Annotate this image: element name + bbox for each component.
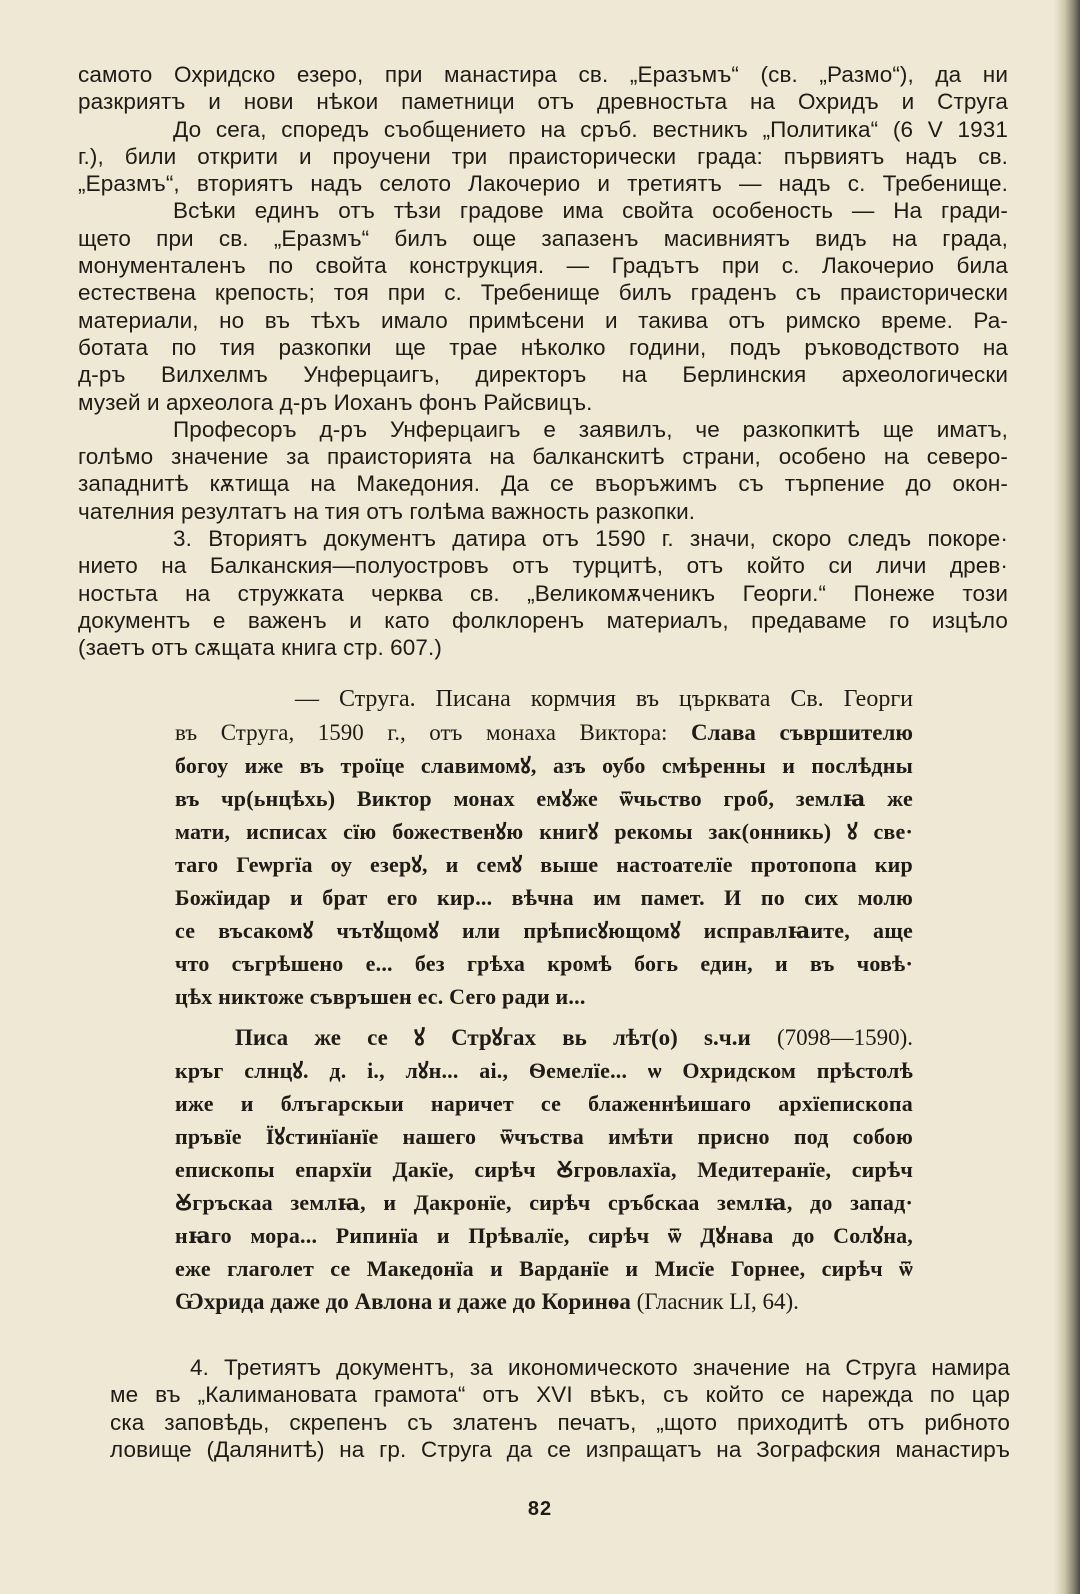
quote-line-plain: въ Струга, 1590 г., отъ монаха Виктора: <box>175 720 668 745</box>
text-line: До сега, споредъ съобщението на сръб. вестникъ „Политика“ (6 V 1931 <box>173 116 1008 142</box>
slavonic-line: Божїидар и брат его кир... вѣчна им памет. И по сих молю <box>175 885 913 910</box>
quote-line-plain: (7098—1590). <box>776 1025 914 1050</box>
text-line: материали, но въ тѣхъ имало примѣсени и такива отъ римско време. Ра- <box>78 307 1008 333</box>
text-line: естествена крепость; тоя при с. Требенище билъ граденъ съ праисторически <box>78 280 1008 306</box>
slavonic-line: цѣх никтоже съвръшен ес. Сего ради и... <box>175 984 586 1009</box>
slavonic-line: Ꙋгръскаа землꙗ, и Дакронїе, сирѣч сръбскаа землꙗ, до запад· <box>175 1190 913 1215</box>
quote-line-slavonic: Слава съвршителю <box>691 720 913 745</box>
slavonic-line: еже глаголет се Македонїа и Варданїе и Мисїе Горнее, сирѣч ѿ <box>175 1256 913 1281</box>
text-line: ловище (Далянитѣ) на гр. Струга да се изпращатъ на Зографския манастиръ <box>110 1436 1010 1462</box>
paragraph-4 <box>110 1354 1010 1463</box>
text-line: ностьта на стружката черква св. „Великомѫченикъ Георги.“ Понеже този <box>78 580 1008 606</box>
text-line: ботата по тия разкопки ще трае нѣколко години, подъ ръководството на <box>78 334 1008 360</box>
text-line: голѣмо значение за праисторията на балканскитѣ страни, особено на северо- <box>78 444 1008 470</box>
quote-line-slavonic: Писа же се ꙋ Стрꙋгах вь лѣт(о) ѕ.ч.и <box>235 1025 751 1050</box>
text-line: Професоръ д-ръ Унферцаигъ е заявилъ, че разкопкитѣ ще иматъ, <box>173 416 1008 442</box>
slavonic-line: богоу иже въ троїце славимомꙋ, азъ оубо смѣренны и послѣдны <box>175 753 913 778</box>
text-line: документъ е важенъ и като фолклоренъ материалъ, предаваме го изцѣло <box>78 607 1008 633</box>
slavonic-line: мати, исписах сїю божественꙋю книгꙋ рекомы зак(онникь) ꙋ све· <box>175 819 913 844</box>
page-number: 82 <box>527 1498 553 1520</box>
slavonic-line: се въсакомꙋ чътꙋщомꙋ или прѣписꙋющомꙋ исправлꙗите, аще <box>175 918 913 943</box>
slavonic-line: таго Геѡргїа оу езерꙋ, и семꙋ выше настоателїе протопопа кир <box>175 852 913 877</box>
text-line: разкриятъ и нови нѣкои паметници отъ древностьта на Охридъ и Струга <box>78 89 1008 115</box>
slavonic-line: иже и блъгарскыи наричет се блаженнѣишаго архїепископа <box>175 1091 913 1116</box>
text-line: „Еразмъ“, вториятъ надъ селото Лакочерио и третиятъ — надъ с. Требенище. <box>78 171 1008 197</box>
text-line: чателния резултатъ на тия отъ голѣма важность разкопки. <box>78 498 696 524</box>
slavonic-line: пръвїе Їꙋстинїанїе нашего ѿчъства имѣти присно под собою <box>175 1124 913 1149</box>
text-line: музей и археолога д-ръ Иоханъ фонъ Райсвицъ. <box>78 389 593 415</box>
text-line: (заетъ отъ сѫщата книга стр. 607.) <box>78 635 442 661</box>
text-line: Всѣки единъ отъ тѣзи градове има свойта особеность — На гради- <box>173 198 1008 224</box>
main-text-block <box>78 61 1008 662</box>
slavonic-line: кръг слнцꙋ. д. і., лꙋн... аі., Ѳемелїе... ѡ Охридском прѣстолѣ <box>175 1058 913 1083</box>
text-line: ска заповѣдь, скрепенъ съ златенъ печатъ, „щото приходитѣ отъ рибното <box>110 1409 1010 1435</box>
quote-line-plain: (Гласник LI, 64). <box>636 1289 799 1314</box>
slavonic-line: въ чр(ьнцѣхь) Виктор монах емꙋже ѿчьство гроб, землꙗ же <box>175 786 913 811</box>
quote-block-1 <box>175 683 913 1013</box>
text-line: монументаленъ по свойта конструкция. — Градътъ при с. Лакочерио била <box>78 253 1008 279</box>
text-line: нието на Балканския—полуостровъ отъ турцитѣ, отъ който си личи древ· <box>78 553 1008 579</box>
text-line: западнитѣ кѫтища на Македония. Да се въоръжимъ съ търпение до окон- <box>78 471 1008 497</box>
text-line: 3. Вториятъ документъ датира отъ 1590 г. значи, скоро следъ покоре· <box>173 526 1008 552</box>
page-edge-shadow <box>1054 0 1080 1594</box>
slavonic-line: что съгрѣшено е... без грѣха кромѣ богь един, и въ човѣ· <box>175 951 913 976</box>
text-line: самото Охридско езеро, при манастира св. „Еразъмъ“ (св. „Размо“), да ни <box>78 62 1008 87</box>
text-line: д-ръ Вилхелмъ Унферцаигъ, директоръ на Берлинския археологически <box>78 362 1008 388</box>
text-line: г.), били открити и проучени три праисторически града: първиятъ надъ св. <box>78 143 1008 169</box>
slavonic-line: епископы епархїи Дакїе, сирѣч Ꙋгровлахїа, Медитеранїе, сирѣч <box>175 1157 913 1182</box>
quote-block-2 <box>175 1021 913 1318</box>
quote-line <box>175 1285 913 1318</box>
quote-line <box>175 1021 913 1054</box>
quote-heading: — Струга. Писана кормчия въ църквата Св. Георги <box>295 686 913 712</box>
text-line: ме въ „Калимановата грамота“ отъ XVI вѣкъ, съ който се нарежда по цар <box>110 1382 1010 1408</box>
quote-line <box>175 716 913 749</box>
quote-line-slavonic: Ѡхрида даже до Авлона и даже до Коринѳа <box>175 1289 631 1314</box>
text-line: 4. Третиятъ документъ, за икономическото значение на Струга намира <box>190 1355 1010 1380</box>
slavonic-line: нꙗго мора... Рипинїа и Прѣвалїе, сирѣч ѿ Дꙋнава до Солꙋна, <box>175 1223 913 1248</box>
text-line: щето при св. „Еразмъ“ билъ още запазенъ масивниятъ видъ на града, <box>78 225 1008 251</box>
